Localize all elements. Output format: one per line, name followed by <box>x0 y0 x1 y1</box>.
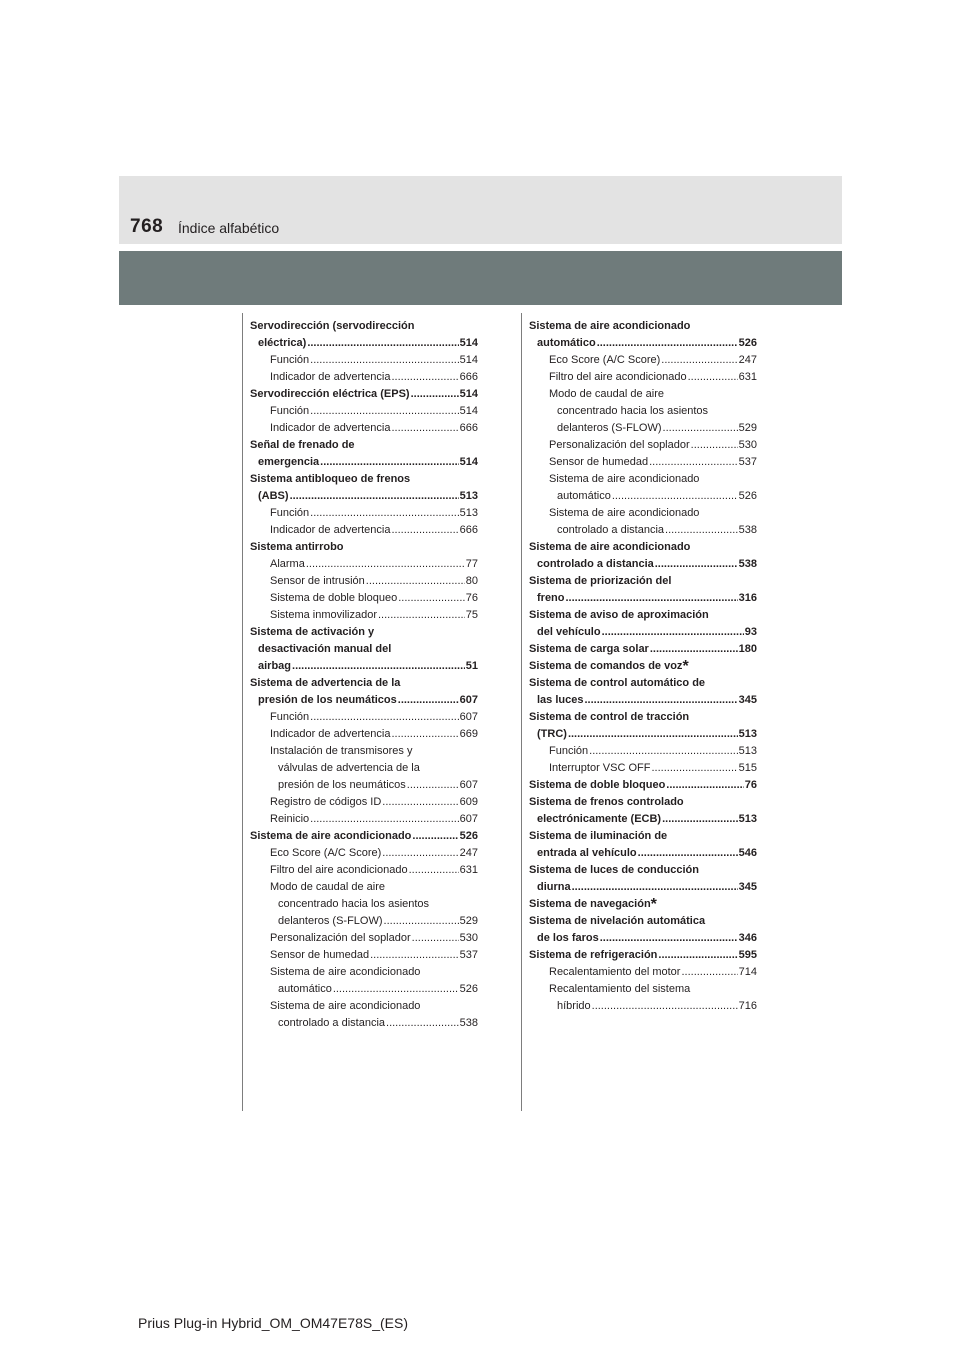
index-term: freno <box>537 592 565 604</box>
index-term: entrada al vehículo <box>537 847 637 859</box>
dot-leader <box>398 692 459 709</box>
index-term: Señal de frenado de <box>250 439 355 451</box>
dot-leader <box>382 794 458 811</box>
index-page-number: 609 <box>459 796 478 808</box>
dot-leader <box>310 505 459 522</box>
dot-leader <box>391 369 458 386</box>
index-term: del vehículo <box>537 626 601 638</box>
index-page-number: 631 <box>459 864 478 876</box>
index-term: Personalización del soplador <box>270 932 411 944</box>
index-entry <box>250 590 478 607</box>
index-term: Sistema de iluminación de <box>529 830 668 842</box>
index-page-number: 716 <box>738 1000 757 1012</box>
index-term: Instalación de transmisores y <box>270 745 413 757</box>
index-page-number: 513 <box>459 507 478 519</box>
index-column-right <box>529 318 757 1015</box>
index-term: emergencia <box>258 456 320 468</box>
index-entry <box>529 573 757 590</box>
index-entry <box>529 539 757 556</box>
index-entry <box>250 947 478 964</box>
dot-leader <box>310 403 459 420</box>
dot-leader <box>370 947 459 964</box>
index-term: delanteros (S-FLOW) <box>557 422 662 434</box>
index-page-number: 76 <box>465 592 478 604</box>
index-term: concentrado hacia los asientos <box>278 898 430 910</box>
dot-leader <box>584 692 737 709</box>
dot-leader <box>681 964 737 981</box>
index-entry <box>529 369 757 386</box>
index-page-number: 631 <box>738 371 757 383</box>
index-entry <box>250 437 478 454</box>
index-page-number: 514 <box>459 354 478 366</box>
dot-leader <box>688 369 738 386</box>
index-term: Función <box>270 507 310 519</box>
index-page-number: 530 <box>738 439 757 451</box>
index-term: Sistema de activación y <box>250 626 375 638</box>
index-page-number: 526 <box>738 337 757 349</box>
index-term: Sistema de aire acondicionado <box>250 830 412 842</box>
index-entry <box>529 624 757 641</box>
index-entry <box>529 505 757 522</box>
index-term: Servodirección (servodirección <box>250 320 415 332</box>
index-term: Función <box>270 405 310 417</box>
dot-leader <box>412 930 459 947</box>
index-entry <box>529 471 757 488</box>
dot-leader <box>292 658 465 675</box>
index-entry <box>529 964 757 981</box>
dot-leader <box>568 726 738 743</box>
index-page-number: 537 <box>738 456 757 468</box>
dot-leader <box>662 811 738 828</box>
index-term: Sistema de control de tracción <box>529 711 690 723</box>
dot-leader <box>398 590 465 607</box>
index-page-number: 51 <box>465 660 478 672</box>
index-page-number: 514 <box>459 388 478 400</box>
index-term: desactivación manual del <box>258 643 392 655</box>
index-entry <box>250 760 478 777</box>
index-page-number: 538 <box>738 558 757 570</box>
index-entry <box>250 471 478 488</box>
index-entry <box>250 709 478 726</box>
dot-leader <box>691 437 738 454</box>
index-term: Sistema de navegación <box>529 898 651 910</box>
index-page-number: 714 <box>738 966 757 978</box>
index-entry <box>529 352 757 369</box>
index-term: Sistema antirrobo <box>250 541 344 553</box>
index-term: Sistema de aire acondicionado <box>529 320 691 332</box>
index-entry <box>250 624 478 641</box>
index-term: Sistema de aviso de aproximación <box>529 609 709 621</box>
dot-leader <box>602 624 744 641</box>
index-term: Personalización del soplador <box>549 439 690 451</box>
index-term: electrónicamente (ECB) <box>537 813 662 825</box>
index-page-number: 595 <box>738 949 757 961</box>
dot-leader <box>589 743 738 760</box>
index-column-left <box>250 318 478 1032</box>
index-page-number: 247 <box>459 847 478 859</box>
index-term: Eco Score (A/C Score) <box>270 847 382 859</box>
dot-leader <box>382 845 458 862</box>
index-term: Sistema de aire acondicionado <box>270 966 421 978</box>
index-entry <box>529 981 757 998</box>
dot-leader <box>310 352 459 369</box>
dot-leader <box>650 641 738 658</box>
index-entry <box>529 335 757 352</box>
index-term: Sistema inmovilizador <box>270 609 377 621</box>
dot-leader <box>320 454 458 471</box>
dot-leader <box>649 454 738 471</box>
index-entry <box>529 403 757 420</box>
index-page-number: 526 <box>459 983 478 995</box>
index-term: (TRC) <box>537 728 567 740</box>
index-term: controlado a distancia <box>557 524 665 536</box>
index-term: Sistema de carga solar <box>529 643 649 655</box>
index-term: Sistema de doble bloqueo <box>529 779 666 791</box>
dot-leader <box>384 913 459 930</box>
index-entry <box>529 522 757 539</box>
index-entry <box>250 403 478 420</box>
index-page-number: 513 <box>738 728 757 740</box>
index-entry <box>250 964 478 981</box>
header-dark-band <box>119 251 842 305</box>
index-entry <box>529 828 757 845</box>
dot-leader <box>306 556 465 573</box>
index-page-number: 607 <box>459 711 478 723</box>
dot-leader <box>658 947 737 964</box>
index-entry <box>250 777 478 794</box>
index-page-number: 607 <box>459 813 478 825</box>
index-term: Reinicio <box>270 813 310 825</box>
index-term: presión de los neumáticos <box>278 779 406 791</box>
index-entry <box>529 318 757 335</box>
index-entry <box>529 777 757 794</box>
index-entry <box>529 862 757 879</box>
index-term: Sistema de comandos de voz <box>529 660 683 672</box>
index-entry <box>250 335 478 352</box>
dot-leader <box>597 335 738 352</box>
column-divider-left <box>242 313 243 1111</box>
index-term: automático <box>557 490 611 502</box>
index-entry <box>529 709 757 726</box>
index-entry <box>250 369 478 386</box>
dot-leader <box>391 726 458 743</box>
index-term: automático <box>278 983 332 995</box>
index-entry <box>529 845 757 862</box>
index-entry <box>529 454 757 471</box>
index-term: Modo de caudal de aire <box>549 388 664 400</box>
index-term: Indicador de advertencia <box>270 728 391 740</box>
index-page-number: 514 <box>459 456 478 468</box>
index-page-number: 180 <box>738 643 757 655</box>
index-term: Sistema de nivelación automática <box>529 915 706 927</box>
dot-leader <box>290 488 459 505</box>
index-entry <box>250 352 478 369</box>
index-entry <box>529 675 757 692</box>
index-entry <box>250 794 478 811</box>
footer-model-code: Prius Plug-in Hybrid_OM_OM47E78S_(ES) <box>138 1315 408 1331</box>
index-entry <box>250 896 478 913</box>
index-entry <box>250 998 478 1015</box>
index-term: Registro de códigos ID <box>270 796 382 808</box>
index-entry <box>250 743 478 760</box>
index-term: concentrado hacia los asientos <box>557 405 709 417</box>
index-entry <box>250 607 478 624</box>
dot-leader <box>655 556 738 573</box>
dot-leader <box>411 386 459 403</box>
index-page-number: 75 <box>465 609 478 621</box>
dot-leader <box>386 1015 459 1032</box>
index-entry <box>529 386 757 403</box>
dot-leader <box>566 590 738 607</box>
index-entry <box>529 930 757 947</box>
page-number: 768 <box>130 216 164 237</box>
dot-leader <box>307 335 458 352</box>
index-term: Filtro del aire acondicionado <box>270 864 408 876</box>
index-entry <box>250 556 478 573</box>
index-term: Sistema de luces de conducción <box>529 864 699 876</box>
index-term: delanteros (S-FLOW) <box>278 915 383 927</box>
index-term: Sistema de aire acondicionado <box>549 507 700 519</box>
index-term: las luces <box>537 694 584 706</box>
index-entry <box>250 539 478 556</box>
index-term: controlado a distancia <box>537 558 654 570</box>
index-entry <box>250 913 478 930</box>
index-entry <box>250 658 478 675</box>
index-term: Sistema de aire acondicionado <box>549 473 700 485</box>
index-entry <box>250 505 478 522</box>
index-entry: Sistema de navegación * <box>529 896 657 913</box>
index-entry <box>529 811 757 828</box>
index-page-number: 607 <box>459 779 478 791</box>
index-term: Sistema antibloqueo de frenos <box>250 473 411 485</box>
index-page-number: 513 <box>459 490 478 502</box>
index-entry <box>250 573 478 590</box>
index-entry <box>529 913 757 930</box>
dot-leader <box>661 352 737 369</box>
index-entry <box>250 675 478 692</box>
index-entry <box>529 947 757 964</box>
index-page-number: 666 <box>459 422 478 434</box>
index-page-number: 346 <box>738 932 757 944</box>
index-entry <box>529 420 757 437</box>
index-entry <box>250 454 478 471</box>
dot-leader <box>666 777 743 794</box>
dot-leader <box>600 930 738 947</box>
index-entry <box>529 590 757 607</box>
index-entry <box>250 318 478 335</box>
index-term: Sistema de doble bloqueo <box>270 592 398 604</box>
index-term: Sistema de control automático de <box>529 677 706 689</box>
index-term: Función <box>270 354 310 366</box>
index-term: de los faros <box>537 932 599 944</box>
index-page-number: 514 <box>459 405 478 417</box>
dot-leader <box>391 522 458 539</box>
index-page-number: 515 <box>738 762 757 774</box>
index-entry <box>529 641 757 658</box>
index-entry <box>529 607 757 624</box>
index-page-number: 345 <box>738 881 757 893</box>
dot-leader <box>366 573 465 590</box>
index-term: Indicador de advertencia <box>270 371 391 383</box>
index-page-number: 316 <box>738 592 757 604</box>
index-term: Sistema de frenos controlado <box>529 796 684 808</box>
index-entry <box>529 743 757 760</box>
index-term: válvulas de advertencia de la <box>278 762 420 774</box>
index-page-number: 513 <box>738 745 757 757</box>
index-entry <box>529 692 757 709</box>
index-page-number: 666 <box>459 524 478 536</box>
index-entry <box>529 879 757 896</box>
index-entry <box>250 386 478 403</box>
index-term: Sensor de intrusión <box>270 575 365 587</box>
index-page-number: 666 <box>459 371 478 383</box>
index-term: Sensor de humedad <box>270 949 370 961</box>
index-term: Servodirección eléctrica (EPS) <box>250 388 410 400</box>
index-term: diurna <box>537 881 571 893</box>
index-entry <box>529 556 757 573</box>
index-page-number: 345 <box>738 694 757 706</box>
dot-leader <box>663 420 738 437</box>
index-entry <box>529 488 757 505</box>
dot-leader <box>638 845 738 862</box>
index-entry <box>250 420 478 437</box>
dot-leader <box>612 488 738 505</box>
index-entry <box>529 726 757 743</box>
index-term: Función <box>270 711 310 723</box>
dot-leader <box>592 998 738 1015</box>
index-term: presión de los neumáticos <box>258 694 397 706</box>
index-entry <box>250 1015 478 1032</box>
index-term: Sistema de aire acondicionado <box>270 1000 421 1012</box>
index-entry <box>250 845 478 862</box>
index-term: Interruptor VSC OFF <box>549 762 651 774</box>
index-page-number: 77 <box>465 558 478 570</box>
index-term: Recalentamiento del sistema <box>549 983 691 995</box>
index-page-number: 526 <box>738 490 757 502</box>
dot-leader <box>391 420 458 437</box>
index-term: Sistema de refrigeración <box>529 949 658 961</box>
index-entry <box>250 641 478 658</box>
index-term: controlado a distancia <box>278 1017 386 1029</box>
dot-leader <box>378 607 465 624</box>
index-page-number: 530 <box>459 932 478 944</box>
index-page-number: 538 <box>738 524 757 536</box>
index-page-number: 529 <box>459 915 478 927</box>
index-page-number: 607 <box>459 694 478 706</box>
dot-leader <box>412 828 458 845</box>
dot-leader <box>665 522 738 539</box>
index-term: Recalentamiento del motor <box>549 966 681 978</box>
index-entry <box>250 488 478 505</box>
index-term: Alarma <box>270 558 305 570</box>
dot-leader <box>651 760 737 777</box>
dot-leader <box>572 879 738 896</box>
index-term: (ABS) <box>258 490 289 502</box>
dot-leader <box>310 811 459 828</box>
index-term: airbag <box>258 660 292 672</box>
index-entry <box>250 726 478 743</box>
index-entry <box>250 828 478 845</box>
index-term: Modo de caudal de aire <box>270 881 385 893</box>
dot-leader <box>407 777 459 794</box>
index-term: eléctrica) <box>258 337 307 349</box>
index-entry <box>250 692 478 709</box>
index-page-number: 514 <box>459 337 478 349</box>
index-entry <box>529 794 757 811</box>
index-page-number: 538 <box>459 1017 478 1029</box>
dot-leader <box>333 981 459 998</box>
index-entry <box>250 862 478 879</box>
index-page-number: 247 <box>738 354 757 366</box>
column-divider-middle <box>521 313 522 1111</box>
dot-leader <box>409 862 459 879</box>
index-page-number: 80 <box>465 575 478 587</box>
index-page-number: 669 <box>459 728 478 740</box>
index-page-number: 76 <box>744 779 757 791</box>
index-term: Filtro del aire acondicionado <box>549 371 687 383</box>
index-term: automático <box>537 337 596 349</box>
index-page-number: 529 <box>738 422 757 434</box>
index-page-number: 93 <box>744 626 757 638</box>
index-entry <box>529 437 757 454</box>
index-entry <box>529 760 757 777</box>
index-entry <box>250 981 478 998</box>
index-term: híbrido <box>557 1000 591 1012</box>
index-page-number: 546 <box>738 847 757 859</box>
index-entry: Sistema de comandos de voz * <box>529 658 689 675</box>
index-page-number: 526 <box>459 830 478 842</box>
index-entry <box>250 930 478 947</box>
index-entry <box>529 998 757 1015</box>
index-term: Sistema de priorización del <box>529 575 672 587</box>
index-term: Sistema de advertencia de la <box>250 677 401 689</box>
index-term: Sistema de aire acondicionado <box>529 541 691 553</box>
index-page-number: 537 <box>459 949 478 961</box>
index-term: Eco Score (A/C Score) <box>549 354 661 366</box>
index-term: Indicador de advertencia <box>270 422 391 434</box>
index-page-number: 513 <box>738 813 757 825</box>
index-term: Indicador de advertencia <box>270 524 391 536</box>
dot-leader <box>310 709 459 726</box>
index-entry <box>250 811 478 828</box>
index-term: Sensor de humedad <box>549 456 649 468</box>
index-term: Función <box>549 745 589 757</box>
section-title: Índice alfabético <box>178 220 280 236</box>
index-entry <box>250 522 478 539</box>
index-entry <box>250 879 478 896</box>
